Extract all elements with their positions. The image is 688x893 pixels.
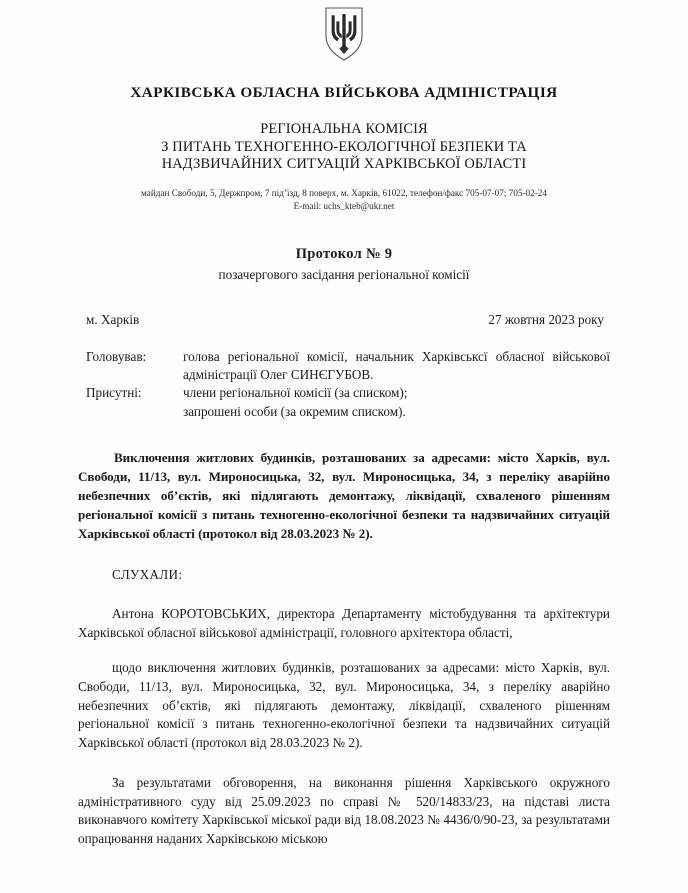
chair-text: голова регіональної комісії, начальник Харківськсї обласної військової адміністрації Олег СИНЄГУБОВ.: [183, 348, 610, 382]
attendees-line-2: запрошені особи (за окремим списком).: [183, 403, 406, 419]
email-address: E-mail: uchs_kteb@ukr.net: [293, 200, 395, 211]
emblem-container: [78, 0, 610, 62]
agenda-paragraph: Виключення житлових будинків, розташованих за адресами: місто Харків, вул. Свободи, 11/13, вул. Мироносицька, 32, вул. Мироносицька, 34, з переліку аварійно небезпечних об’єктів, які підлягають демонтажу, ліквідації, схваленого рішенням регіональної комісії з питань техногенно-екологічної безпеки та надзвичайних ситуацій Харківської області (протокол від 28.03.2023 № 2).: [78, 450, 610, 542]
result-paragraph: За результатами обговорення, на виконання рішення Харківського окружного адміністративного суду від 25.09.2023 по справі № 520/14833/23, на підставі листа виконавчого комітету Харківської міської ради від 18.08.2023 № 4436/0/90-23, за результатами опрацювання наданих Харківською міською: [78, 775, 610, 847]
attendees-line-1: члени регіональної комісії (за списком);: [183, 385, 408, 401]
page-subtitle: позачергового засідання регіональної комісії: [218, 266, 470, 282]
date-label: 27 жовтня 2023 року: [488, 311, 604, 327]
chair-value: [183, 348, 610, 385]
commission-heading: [78, 121, 610, 174]
contact-details: [78, 187, 610, 213]
ukraine-coat-of-arms-tryzub-icon: [323, 6, 365, 62]
city-date-row: [78, 312, 610, 328]
attendees-label: Присутні:: [86, 385, 142, 401]
attendees-value: [183, 384, 610, 421]
place-label: м. Харків: [86, 311, 140, 327]
postal-address: майдан Свободи, 5, Держпром, 7 під’їзд, 8 поверх, м. Харків, 61022, телефон/факс 705-07-07; 705-02-24: [141, 187, 547, 198]
commission-line-2: З ПИТАНЬ ТЕХНОГЕННО-ЕКОЛОГІЧНОЇ БЕЗПЕКИ ТА: [161, 138, 527, 155]
commission-line-1: РЕГІОНАЛЬНА КОМІСІЯ: [260, 121, 428, 137]
commission-line-3: НАДЗВИЧАЙНИХ СИТУАЦІЙ ХАРКІВСЬКОЇ ОБЛАСТІ: [161, 156, 527, 172]
chair-label: Головував:: [86, 348, 147, 364]
heard-section-label: СЛУХАЛИ:: [112, 567, 183, 583]
participants-block: [78, 348, 610, 422]
organization-title: ХАРКІВСЬКА ОБЛАСНА ВІЙСЬКОВА АДМІНІСТРАЦІЯ: [130, 84, 558, 101]
participant-row-chair: [78, 348, 610, 385]
speaker-paragraph: Антона КОРОТОВСЬКИХ, директора Департаменту містобудування та архітектури Харківської обласної військової адміністрації, головного архітектора області,: [78, 606, 610, 640]
regarding-paragraph: щодо виключення житлових будинків, розташованих за адресами: місто Харків, вул. Свободи, 11/13, вул. Мироносицька, 32, вул. Мироносицька, 34, з переліку аварійно небезпечних об’єктів, які підлягають демонтажу, ліквідації, схваленого рішенням регіональної комісії з питань техногенно-екологічної безпеки та надзвичайних ситуацій Харківської області (протокол від 28.03.2023 № 2).: [78, 660, 610, 750]
page-title: Протокол № 9: [295, 245, 393, 262]
participant-row-attendees: [78, 384, 610, 421]
